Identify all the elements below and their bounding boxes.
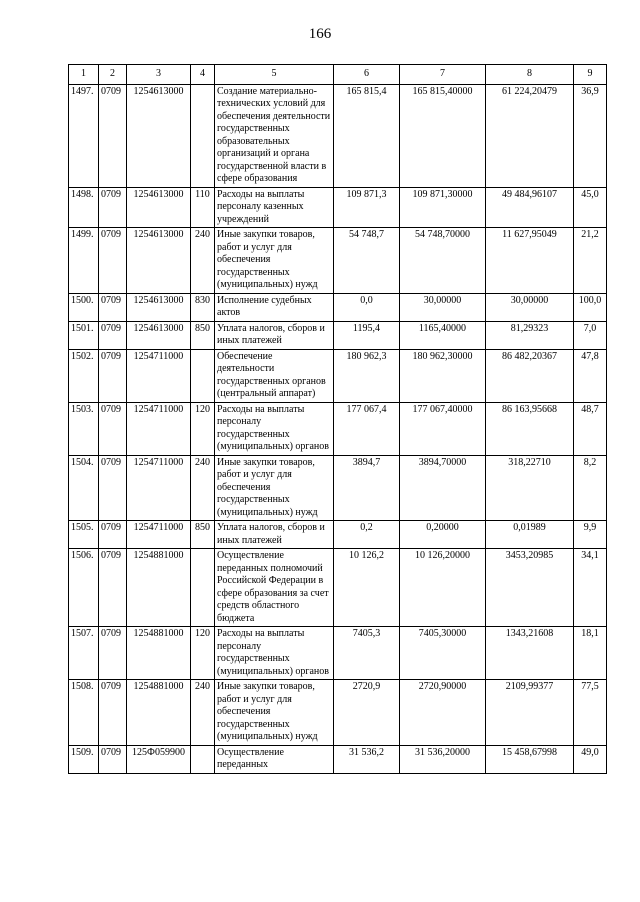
target-article-cell: 1254613000 bbox=[127, 84, 191, 187]
percent-cell: 9,9 bbox=[574, 521, 607, 549]
executed-amount-cell: 15 458,67998 bbox=[486, 745, 574, 773]
refined-amount-cell: 165 815,40000 bbox=[400, 84, 486, 187]
refined-amount-cell: 180 962,30000 bbox=[400, 349, 486, 402]
executed-amount-cell: 1343,21608 bbox=[486, 627, 574, 680]
target-article-cell: 1254613000 bbox=[127, 293, 191, 321]
item-name-cell: Расходы на выплаты персоналу казенных учреждений bbox=[215, 187, 334, 228]
percent-cell: 36,9 bbox=[574, 84, 607, 187]
planned-amount-cell: 2720,9 bbox=[334, 680, 400, 746]
executed-amount-cell: 86 482,20367 bbox=[486, 349, 574, 402]
table-row bbox=[69, 321, 607, 349]
target-article-cell: 1254613000 bbox=[127, 228, 191, 294]
section-code-cell: 0709 bbox=[99, 321, 127, 349]
item-name-cell: Иные закупки товаров, работ и услуг для обеспечения государственных (муниципальных) нужд bbox=[215, 455, 334, 521]
row-number-cell: 1507. bbox=[69, 627, 99, 680]
row-number-cell: 1509. bbox=[69, 745, 99, 773]
executed-amount-cell: 11 627,95049 bbox=[486, 228, 574, 294]
planned-amount-cell: 177 067,4 bbox=[334, 402, 400, 455]
section-code-cell: 0709 bbox=[99, 402, 127, 455]
executed-amount-cell: 86 163,95668 bbox=[486, 402, 574, 455]
item-name-cell: Расходы на выплаты персоналу государственных (муниципальных) органов bbox=[215, 627, 334, 680]
planned-amount-cell: 31 536,2 bbox=[334, 745, 400, 773]
table-row bbox=[69, 455, 607, 521]
percent-cell: 45,0 bbox=[574, 187, 607, 228]
expense-type-cell: 850 bbox=[191, 521, 215, 549]
target-article-cell: 125Ф059900 bbox=[127, 745, 191, 773]
table-row bbox=[69, 84, 607, 187]
item-name-cell: Иные закупки товаров, работ и услуг для обеспечения государственных (муниципальных) нужд bbox=[215, 228, 334, 294]
expense-type-cell bbox=[191, 84, 215, 187]
target-article-cell: 1254613000 bbox=[127, 187, 191, 228]
refined-amount-cell: 109 871,30000 bbox=[400, 187, 486, 228]
percent-cell: 34,1 bbox=[574, 549, 607, 627]
refined-amount-cell: 31 536,20000 bbox=[400, 745, 486, 773]
row-number-cell: 1501. bbox=[69, 321, 99, 349]
item-name-cell: Расходы на выплаты персоналу государственных (муниципальных) органов bbox=[215, 402, 334, 455]
row-number-cell: 1505. bbox=[69, 521, 99, 549]
section-code-cell: 0709 bbox=[99, 680, 127, 746]
executed-amount-cell: 0,01989 bbox=[486, 521, 574, 549]
row-number-cell: 1508. bbox=[69, 680, 99, 746]
section-code-cell: 0709 bbox=[99, 455, 127, 521]
planned-amount-cell: 3894,7 bbox=[334, 455, 400, 521]
section-code-cell: 0709 bbox=[99, 84, 127, 187]
refined-amount-cell: 2720,90000 bbox=[400, 680, 486, 746]
row-number-cell: 1503. bbox=[69, 402, 99, 455]
refined-amount-cell: 54 748,70000 bbox=[400, 228, 486, 294]
refined-amount-cell: 1165,40000 bbox=[400, 321, 486, 349]
planned-amount-cell: 180 962,3 bbox=[334, 349, 400, 402]
row-number-cell: 1502. bbox=[69, 349, 99, 402]
header-cell: 5 bbox=[215, 65, 334, 85]
executed-amount-cell: 61 224,20479 bbox=[486, 84, 574, 187]
target-article-cell: 1254881000 bbox=[127, 680, 191, 746]
target-article-cell: 1254711000 bbox=[127, 402, 191, 455]
table-row bbox=[69, 228, 607, 294]
row-number-cell: 1499. bbox=[69, 228, 99, 294]
percent-cell: 21,2 bbox=[574, 228, 607, 294]
header-cell: 7 bbox=[400, 65, 486, 85]
planned-amount-cell: 0,2 bbox=[334, 521, 400, 549]
header-cell: 6 bbox=[334, 65, 400, 85]
item-name-cell: Исполнение судебных актов bbox=[215, 293, 334, 321]
table-row bbox=[69, 521, 607, 549]
percent-cell: 47,8 bbox=[574, 349, 607, 402]
section-code-cell: 0709 bbox=[99, 521, 127, 549]
refined-amount-cell: 7405,30000 bbox=[400, 627, 486, 680]
percent-cell: 48,7 bbox=[574, 402, 607, 455]
row-number-cell: 1500. bbox=[69, 293, 99, 321]
item-name-cell: Иные закупки товаров, работ и услуг для обеспечения государственных (муниципальных) нужд bbox=[215, 680, 334, 746]
table-row bbox=[69, 349, 607, 402]
item-name-cell: Создание материально-технических условий для обеспечения деятельности государственных образовательных организаций и органа государственной власти в сфере образования bbox=[215, 84, 334, 187]
refined-amount-cell: 177 067,40000 bbox=[400, 402, 486, 455]
expense-type-cell bbox=[191, 549, 215, 627]
section-code-cell: 0709 bbox=[99, 549, 127, 627]
executed-amount-cell: 3453,20985 bbox=[486, 549, 574, 627]
expense-type-cell: 120 bbox=[191, 402, 215, 455]
target-article-cell: 1254711000 bbox=[127, 349, 191, 402]
table-row bbox=[69, 187, 607, 228]
planned-amount-cell: 0,0 bbox=[334, 293, 400, 321]
expense-type-cell: 830 bbox=[191, 293, 215, 321]
row-number-cell: 1506. bbox=[69, 549, 99, 627]
refined-amount-cell: 30,00000 bbox=[400, 293, 486, 321]
expense-type-cell: 240 bbox=[191, 228, 215, 294]
header-cell: 9 bbox=[574, 65, 607, 85]
row-number-cell: 1497. bbox=[69, 84, 99, 187]
row-number-cell: 1498. bbox=[69, 187, 99, 228]
header-cell: 2 bbox=[99, 65, 127, 85]
table-row bbox=[69, 549, 607, 627]
planned-amount-cell: 109 871,3 bbox=[334, 187, 400, 228]
expense-type-cell: 120 bbox=[191, 627, 215, 680]
percent-cell: 18,1 bbox=[574, 627, 607, 680]
percent-cell: 100,0 bbox=[574, 293, 607, 321]
table-row bbox=[69, 745, 607, 773]
item-name-cell: Уплата налогов, сборов и иных платежей bbox=[215, 321, 334, 349]
section-code-cell: 0709 bbox=[99, 228, 127, 294]
expense-type-cell: 110 bbox=[191, 187, 215, 228]
percent-cell: 77,5 bbox=[574, 680, 607, 746]
executed-amount-cell: 30,00000 bbox=[486, 293, 574, 321]
section-code-cell: 0709 bbox=[99, 745, 127, 773]
table-row bbox=[69, 680, 607, 746]
expense-type-cell: 850 bbox=[191, 321, 215, 349]
section-code-cell: 0709 bbox=[99, 627, 127, 680]
item-name-cell: Осуществление переданных полномочий Российской Федерации в сфере образования за счет средств областного бюджета bbox=[215, 549, 334, 627]
item-name-cell: Обеспечение деятельности государственных органов (центральный аппарат) bbox=[215, 349, 334, 402]
section-code-cell: 0709 bbox=[99, 187, 127, 228]
target-article-cell: 1254613000 bbox=[127, 321, 191, 349]
header-cell: 1 bbox=[69, 65, 99, 85]
table-row bbox=[69, 402, 607, 455]
expense-type-cell: 240 bbox=[191, 680, 215, 746]
planned-amount-cell: 54 748,7 bbox=[334, 228, 400, 294]
executed-amount-cell: 318,22710 bbox=[486, 455, 574, 521]
expense-type-cell bbox=[191, 745, 215, 773]
target-article-cell: 1254881000 bbox=[127, 549, 191, 627]
percent-cell: 7,0 bbox=[574, 321, 607, 349]
refined-amount-cell: 0,20000 bbox=[400, 521, 486, 549]
executed-amount-cell: 2109,99377 bbox=[486, 680, 574, 746]
refined-amount-cell: 10 126,20000 bbox=[400, 549, 486, 627]
item-name-cell: Уплата налогов, сборов и иных платежей bbox=[215, 521, 334, 549]
percent-cell: 49,0 bbox=[574, 745, 607, 773]
header-row bbox=[69, 65, 607, 85]
table-row bbox=[69, 627, 607, 680]
target-article-cell: 1254711000 bbox=[127, 455, 191, 521]
page-number: 166 bbox=[308, 26, 332, 42]
section-code-cell: 0709 bbox=[99, 349, 127, 402]
expense-type-cell bbox=[191, 349, 215, 402]
planned-amount-cell: 7405,3 bbox=[334, 627, 400, 680]
planned-amount-cell: 10 126,2 bbox=[334, 549, 400, 627]
expense-type-cell: 240 bbox=[191, 455, 215, 521]
executed-amount-cell: 49 484,96107 bbox=[486, 187, 574, 228]
target-article-cell: 1254711000 bbox=[127, 521, 191, 549]
header-cell: 3 bbox=[127, 65, 191, 85]
section-code-cell: 0709 bbox=[99, 293, 127, 321]
planned-amount-cell: 1195,4 bbox=[334, 321, 400, 349]
target-article-cell: 1254881000 bbox=[127, 627, 191, 680]
executed-amount-cell: 81,29323 bbox=[486, 321, 574, 349]
row-number-cell: 1504. bbox=[69, 455, 99, 521]
item-name-cell: Осуществление переданных bbox=[215, 745, 334, 773]
percent-cell: 8,2 bbox=[574, 455, 607, 521]
budget-table bbox=[68, 64, 607, 774]
planned-amount-cell: 165 815,4 bbox=[334, 84, 400, 187]
header-cell: 8 bbox=[486, 65, 574, 85]
table-row bbox=[69, 293, 607, 321]
refined-amount-cell: 3894,70000 bbox=[400, 455, 486, 521]
header-cell: 4 bbox=[191, 65, 215, 85]
